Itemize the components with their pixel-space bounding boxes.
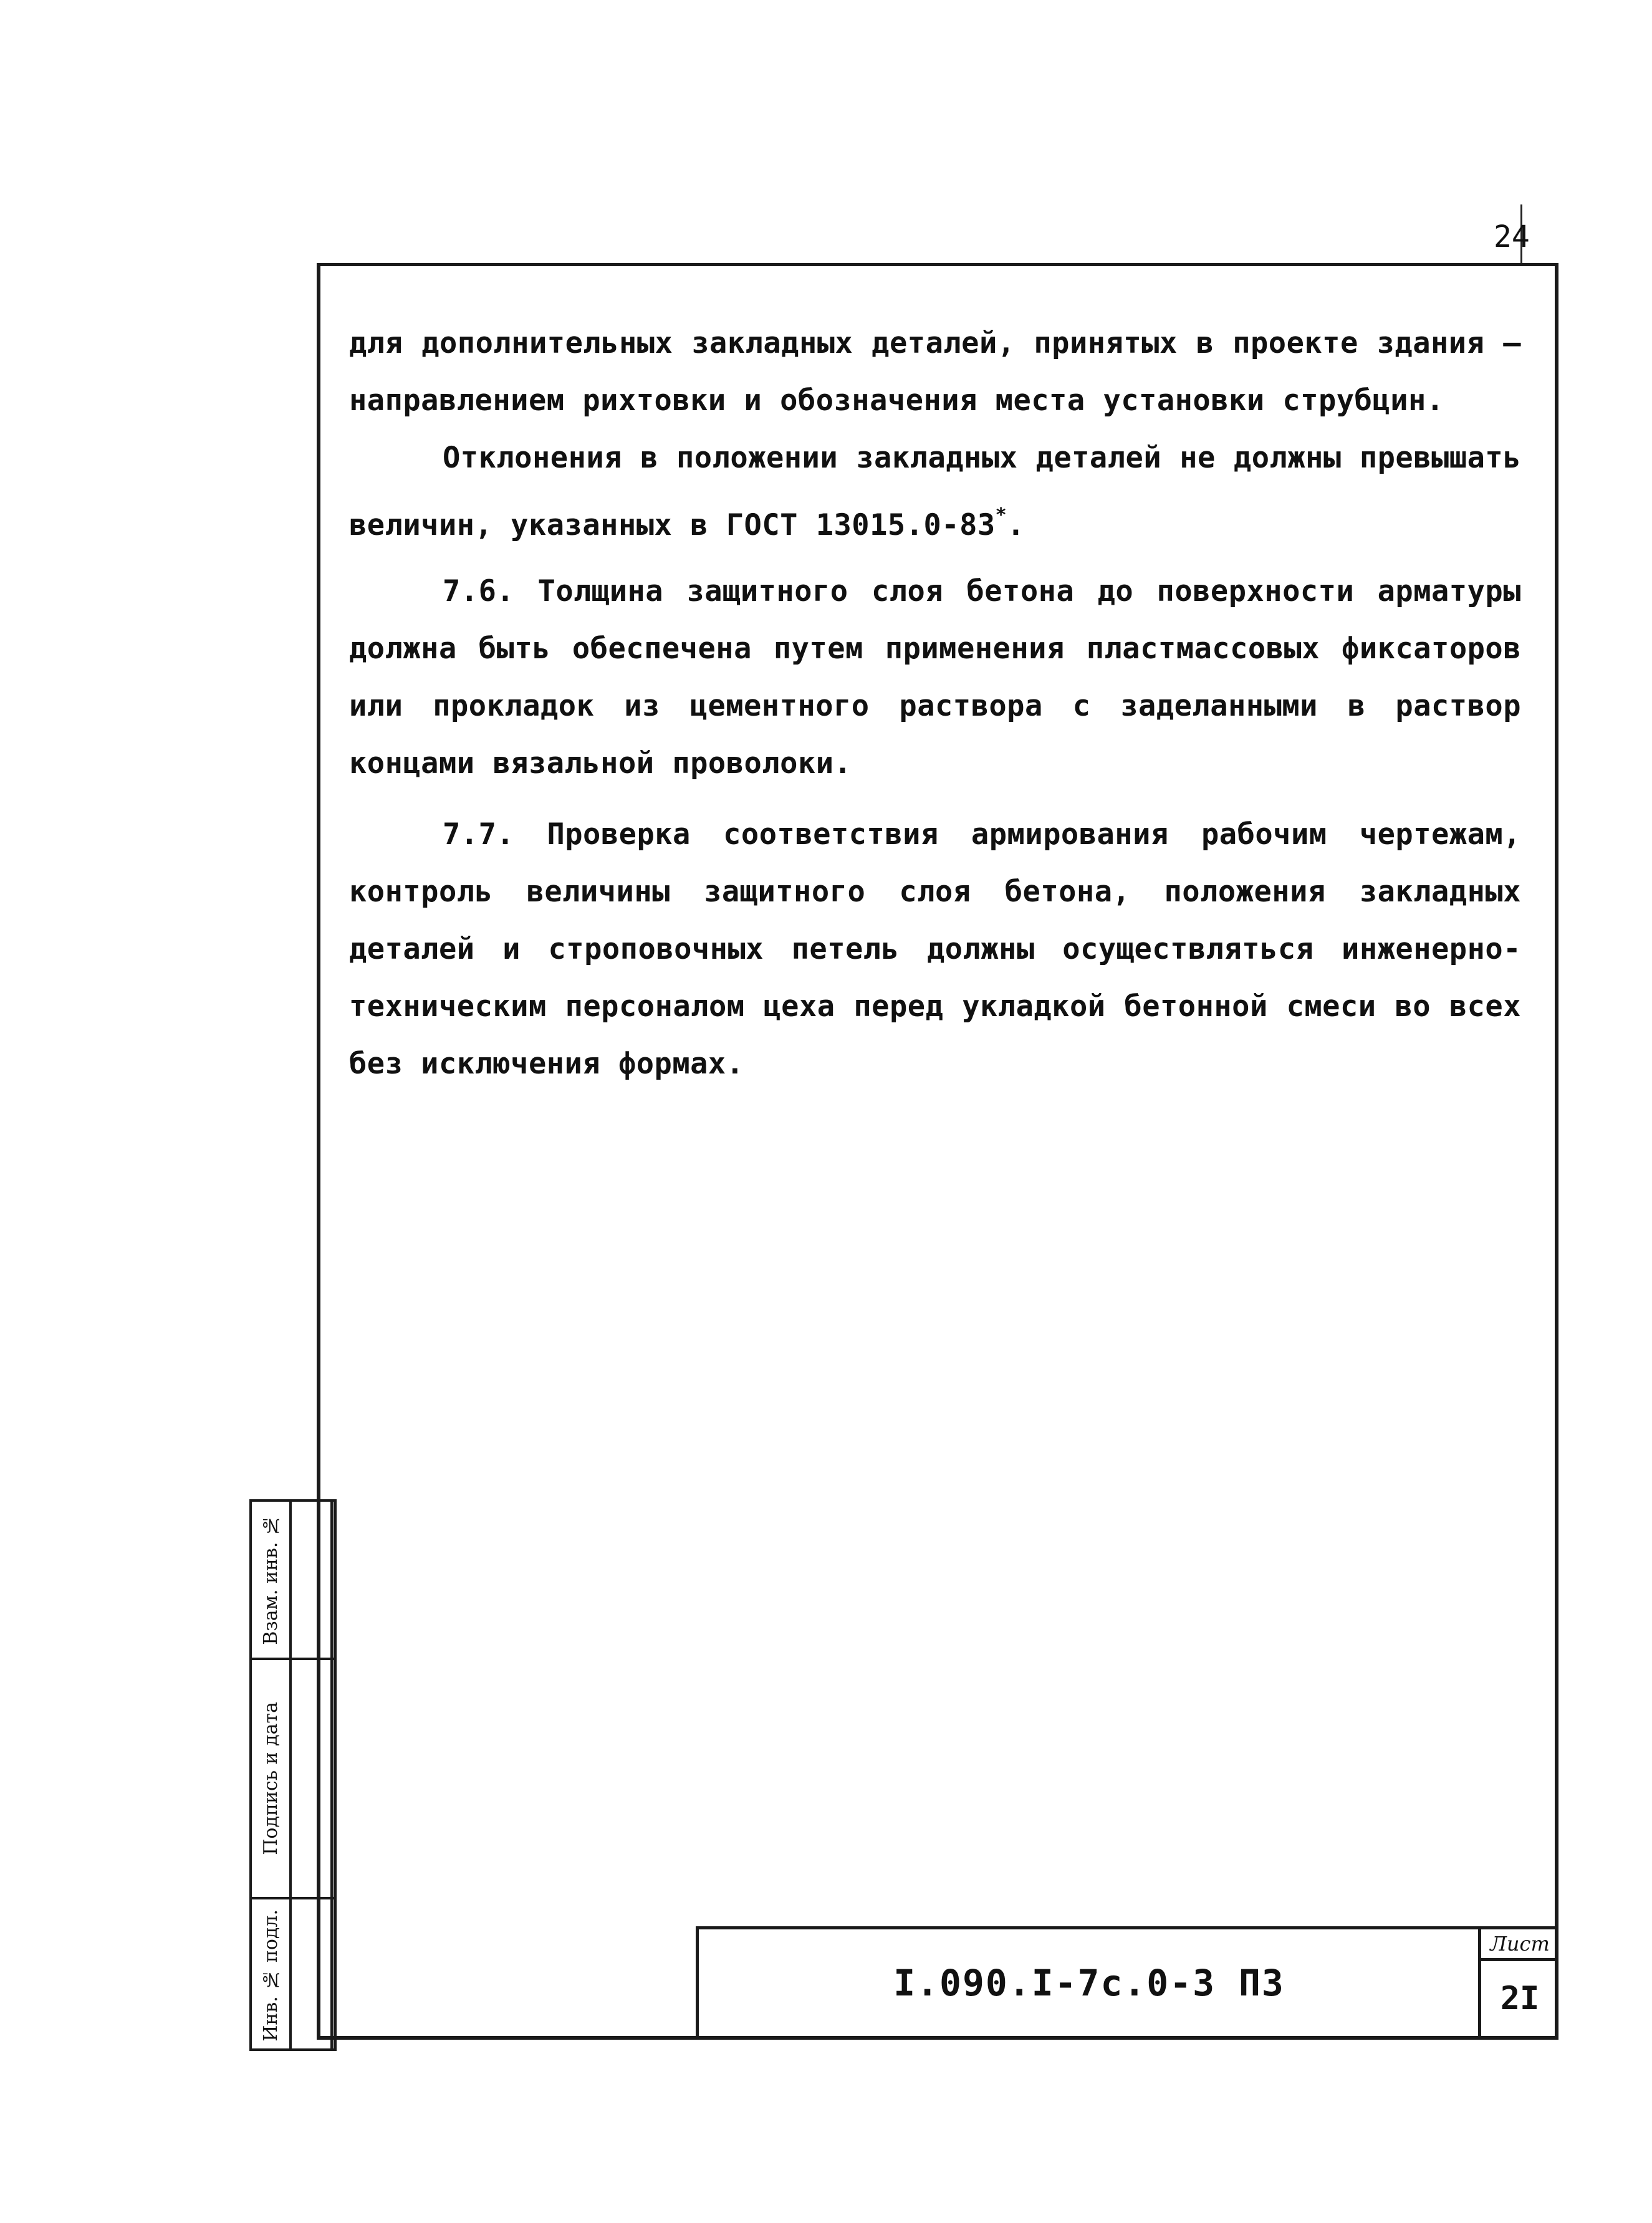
sheet-column: [1478, 1929, 1558, 2037]
side-cell-signature-date: [252, 1660, 289, 1897]
side-stamp: [249, 1499, 337, 2051]
paragraph-deviations-text: Отклонения в положении закладных деталей не должны превышать величин, указанных в ГОСТ 13015.0-83: [349, 441, 1521, 542]
side-cell-replacement-inv: [252, 1502, 289, 1658]
paragraph-deviations: [349, 430, 1521, 554]
paragraph-continuation: для дополнительных закладных деталей, принятых в проекте здания – направлением рихтовки и обозначения места установки струбцин.: [349, 326, 1521, 418]
document-body: [349, 315, 1521, 1093]
footnote-mark: *: [995, 504, 1007, 526]
side-label-replacement-inv: Взам. инв. №: [259, 1514, 282, 1645]
side-label-signature-date: Подпись и дата: [259, 1702, 282, 1855]
title-block: [696, 1926, 1558, 2040]
document-code: I.090.I-7с.0-3 ПЗ: [893, 1962, 1285, 2004]
side-cell-original-inv: [252, 1899, 289, 2051]
page-number: 24: [1494, 219, 1530, 254]
paragraph-7-7: 7.7. Проверка соответствия армирования рабочим чертежам, контроль величины защитного слоя бетона, положения закладных деталей и строповочных петель должны осуществляться инженерно-техническим персоналом цеха перед укладкой бетонной смеси во всех без исключения формах.: [349, 817, 1521, 1081]
sheet-number: 2I: [1500, 1980, 1540, 2017]
paragraph-7-6: 7.6. Толщина защитного слоя бетона до поверхности арматуры должна быть обеспечена путем применения пластмассовых фиксаторов или прокладок из цементного раствора с заделанными в раствор концами вязальной проволоки.: [349, 574, 1521, 780]
paragraph-deviations-end: .: [1007, 508, 1025, 542]
side-label-original-inv: Инв. № подл.: [259, 1909, 282, 2042]
sheet-label: Лист: [1481, 1929, 1558, 1961]
